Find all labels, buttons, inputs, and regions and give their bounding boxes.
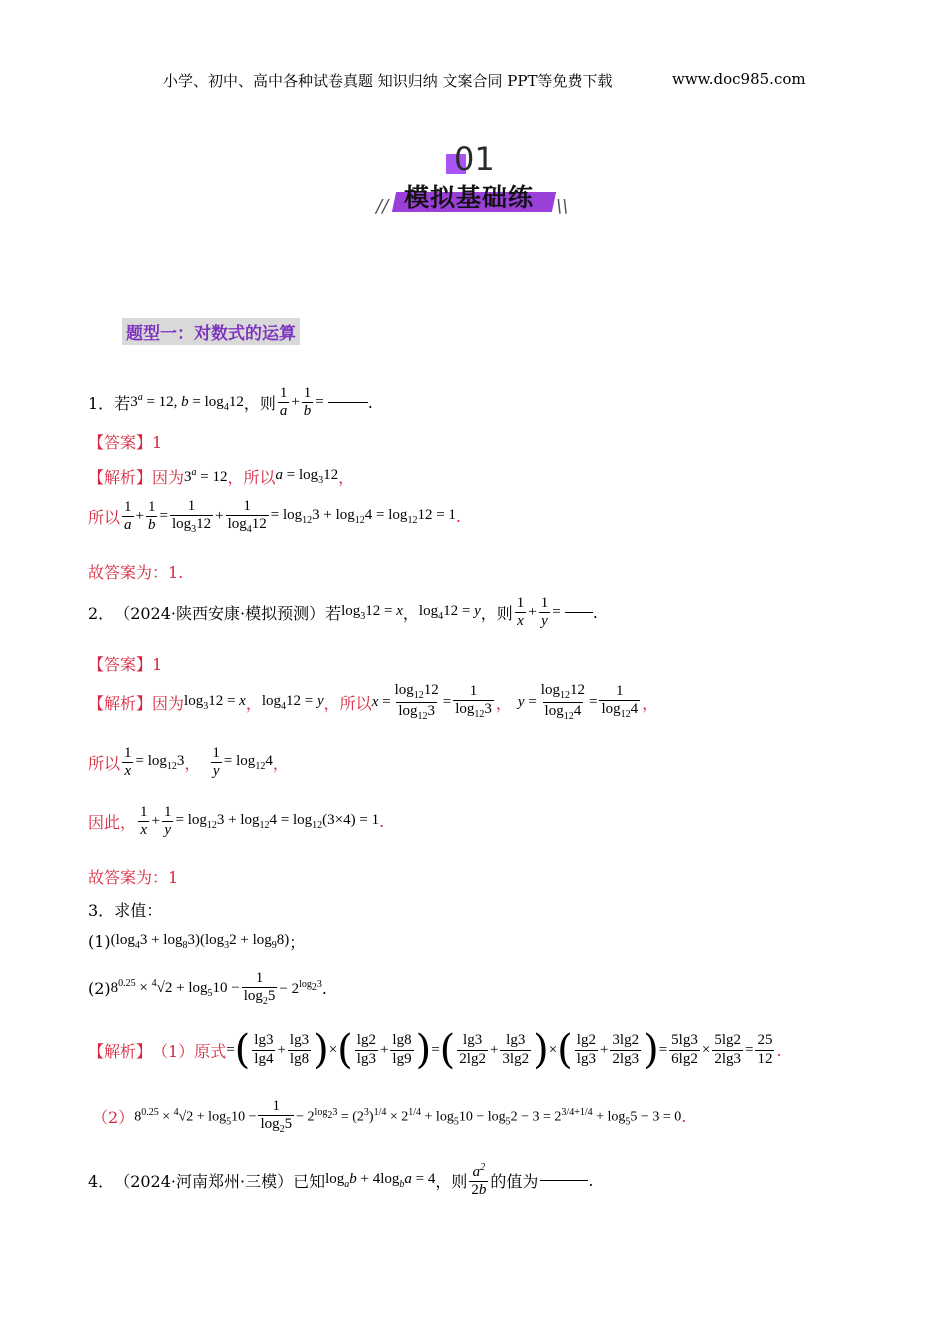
q2-analysis-label: 【解析】 [88, 693, 153, 713]
q2-answer-label: 【答案】 [88, 655, 153, 674]
badge-number: 01 [454, 140, 495, 178]
q2-analysis-lead2: 所以 [88, 754, 121, 774]
badge-slash-right: \\ [556, 196, 569, 217]
q2-analysis-lead3: 因此， [88, 813, 137, 833]
q3-title [88, 898, 162, 921]
q3-analysis-lead2: （2） [92, 1108, 135, 1128]
q2-end: . [592, 603, 598, 623]
q4-end: . [588, 1171, 594, 1191]
header-url[interactable]: www.doc985.com [672, 70, 806, 88]
q3-analysis-label: 【解析】 [88, 1041, 153, 1061]
q4-blank[interactable] [540, 1180, 588, 1181]
q2-answer [88, 652, 162, 675]
q1-answer-value: 1 [152, 433, 163, 452]
q2-answer-value: 1 [152, 655, 163, 674]
q1-analysis-line2: 所以 $\frac{1}{a}$ + $\frac{1}{b}$ = $\frac{1}{\log_312}$ + $\frac{1}{\log_412}$ = $\log_{12}3 + \log_{12}4 = \log_{12}12 = 1$ . [88, 498, 461, 536]
badge-slash-left: // [376, 196, 389, 217]
q2-number: 2． [88, 604, 115, 624]
q3-part1: (1) $(\log_43 + \log_83)(\log_32 + \log_98)$ ； [88, 932, 306, 952]
q3-part1-label: (1) [88, 932, 111, 951]
q4-tail: 的值为 [490, 1172, 539, 1192]
q2-final: 故答案为：1 [88, 868, 179, 887]
q1-lead: 若 [114, 394, 131, 414]
q2-source: （2024·陕西安康·模拟预测）若 [114, 604, 342, 624]
header-left: 小学、初中、高中各种试卷真题 知识归纳 文案合同 PPT等免费下载 [163, 72, 613, 90]
q4-source: （2024·河南郑州·三模）已知 [114, 1172, 326, 1192]
q3-number: 3． [88, 901, 115, 920]
q1-analysis-mid: ，所以 [227, 468, 276, 487]
badge-title: 模拟基础练 [404, 183, 535, 212]
q1-question: 1． 若 $3^a = 12$, $b = \log_412$ ，则 $\frac{1}{a}$ + $\frac{1}{b}$ = . [88, 385, 373, 420]
q2-analysis-line3: 因此， $\frac{1}{x}$ + $\frac{1}{y}$ = $\log_{12}3 + \log_{12}4 = \log_{12}(3\times 4) = 1$ . [88, 804, 385, 839]
q2-analysis-line1: 【解析】 因为 $\log_312 = x$ ， $\log_412 = y$ ，所以 x = $\frac{\log_{12}12}{\log_{12}3}$ = $\frac{1}{\log_{12}3}$ ， y = $\frac{\log_{12}12}{\log_{12}4}$ = $\frac{1}{\log_{12}4}$ ， [88, 682, 659, 722]
q1-condition: $3^a = 12$, $b = \log_412$ [130, 392, 244, 414]
q1-analysis-lead2: 所以 [88, 508, 121, 528]
q1-end: . [367, 393, 373, 413]
q3-title-text: 求值： [114, 901, 163, 920]
q1-answer-label: 【答案】 [88, 433, 153, 452]
q1-mid: ，则 [243, 394, 276, 414]
q1-frac-b: $\frac{1}{b}$ [303, 385, 312, 420]
q1-number: 1． [88, 394, 115, 414]
q2-then: ，则 [480, 604, 513, 624]
q2-blank[interactable] [565, 612, 593, 613]
q1-analysis-lead: 因为 [152, 468, 185, 487]
section-title: 题型一：对数式的运算 [122, 318, 300, 345]
q3-analysis-lead: （1）原式 [152, 1041, 227, 1061]
q3-analysis-line1: 【解析】 （1）原式 = ( $\frac{\lg 3}{\lg 4}$ + $\frac{\lg 3}{\lg 8}$ ) × ( $\frac{\lg 2}{\lg 3}$ + $\frac{\lg 8}{\lg 9}$ ) = ( $\frac{\lg 3}{2\lg 2}$ + $\frac{\lg 3}{3\lg 2}$ ) × ( $\frac{\lg 2}{\lg 3}$ + $\frac{3\lg 2}{2\lg 3}$ ) = $\frac{5\lg 3}{6\lg 2}$ × $\frac{5\lg 2}{2\lg 3}$ = $\frac{25}{12}$ . [88, 1027, 782, 1073]
q1-blank[interactable] [328, 402, 368, 403]
q4-question: 4． （2024·河南郑州·三模）已知 $\log_ab + 4\log_ba = 4$ ，则 $\frac{a^2}{2b}$ 的值为 . [88, 1162, 594, 1199]
q4-number: 4． [88, 1172, 115, 1192]
q3-part2: (2) $8^{0.25} \times ^4√2 + \log_510$ − $\frac{1}{\log_25}$ − $2^{log_23}$ . [88, 970, 327, 1008]
q1-final: 故答案为：1. [88, 563, 184, 582]
q2-analysis-mid: ，所以 [323, 693, 372, 713]
q4-then: ，则 [435, 1172, 468, 1192]
q2-analysis-lead: 因为 [152, 693, 185, 713]
q2-analysis-line2: 所以 $\frac{1}{x}$ = $\log_{12}3$ ， $\frac{1}{y}$ = $\log_{12}4$ ， [88, 745, 289, 780]
q1-analysis-label: 【解析】 [88, 468, 153, 487]
q3-part2-label: (2) [88, 979, 111, 999]
q1-answer [88, 430, 162, 453]
q1-analysis-line1: 【解析】 因为 $3^a = 12$ ，所以 $a = \log_312$ ， [88, 467, 355, 487]
q2-comma: ， [402, 604, 419, 624]
q1-frac-a: $\frac{1}{a}$ [279, 385, 288, 420]
q2-question: 2． （2024·陕西安康·模拟预测）若 $\log_312 = x$ ， $\log_412 = y$ ，则 $\frac{1}{x}$ + $\frac{1}{y}$ = . [88, 595, 598, 630]
q3-analysis-line2: （2） $8^{0.25} \times ^4√2 + \log_510$ − $\frac{1}{\log_25}$ − $2^{log_23} = (2^3)^{1/4} \times 2^{1/4} + \log_510 - \log_52 - 3 = 2^{3/4+1/4} + \log_55 - 3 = 0$ . [92, 1098, 687, 1136]
section-badge [376, 140, 576, 220]
